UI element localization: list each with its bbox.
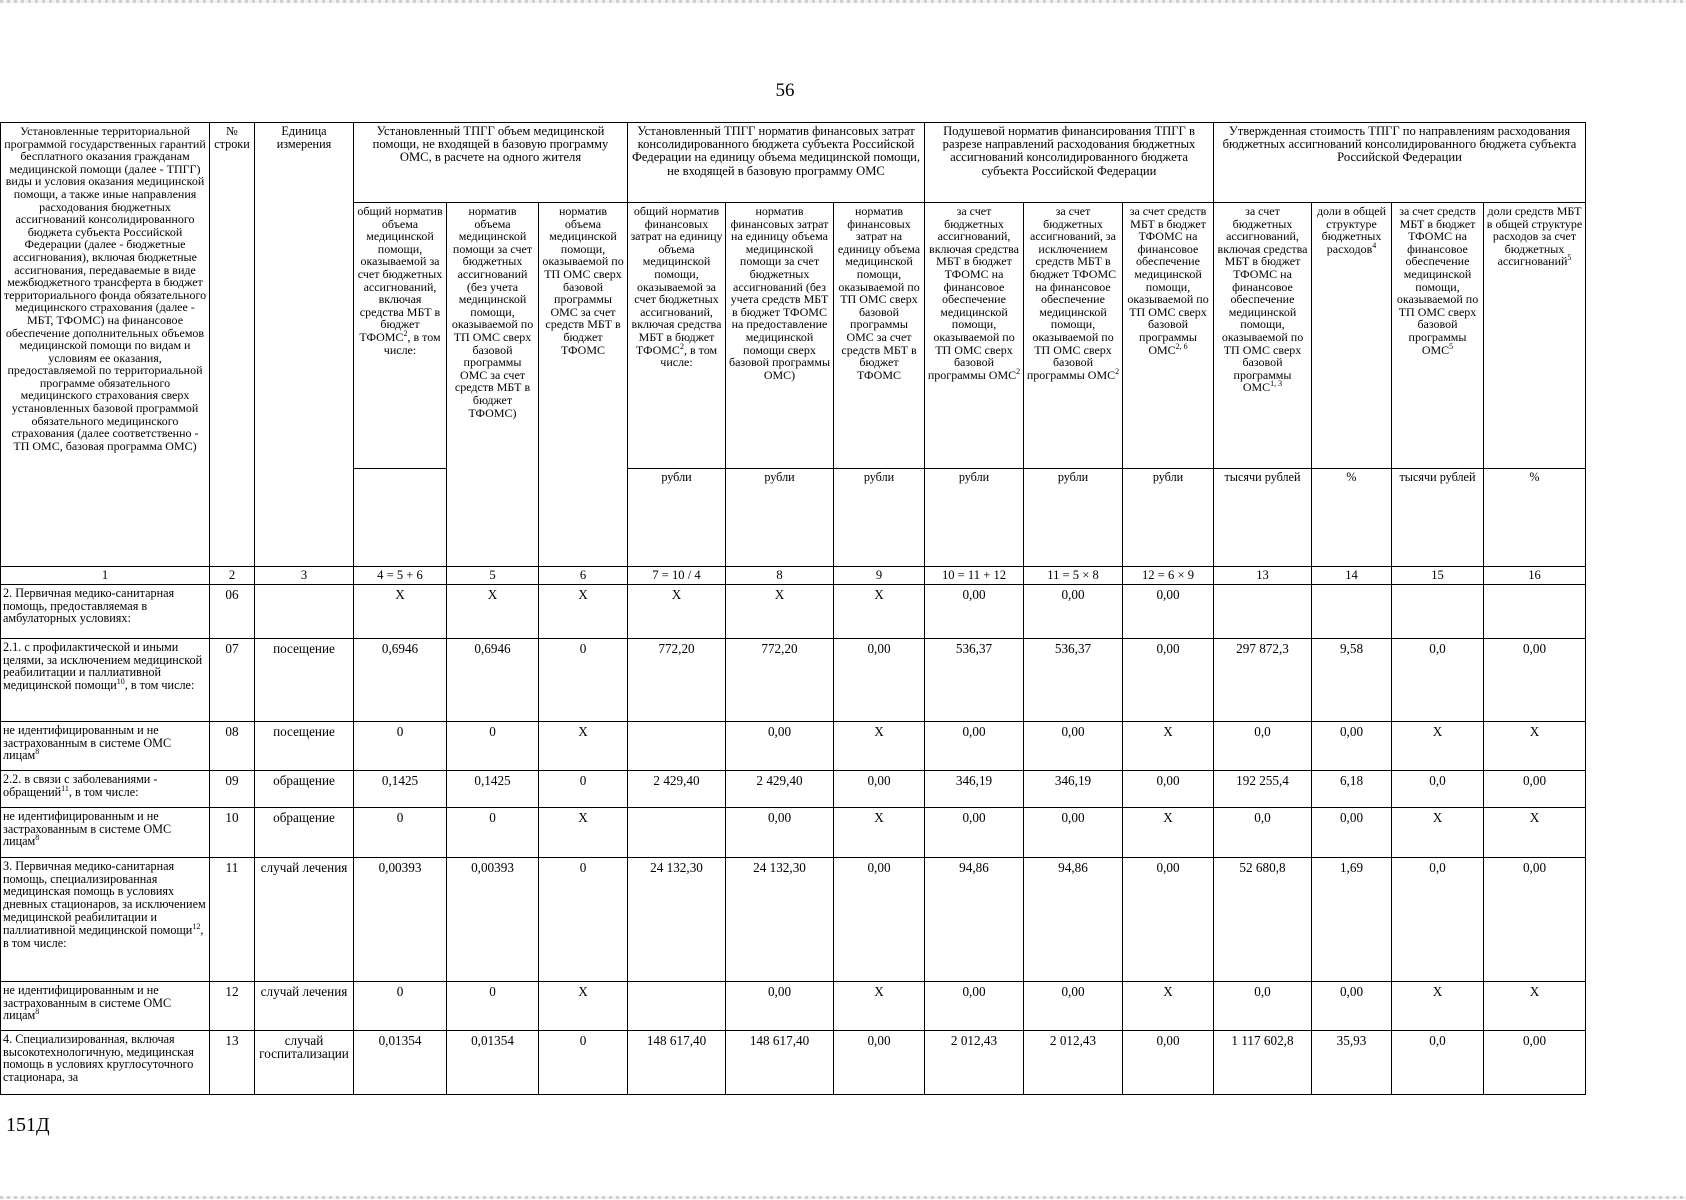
cell-c6: 0 — [539, 1030, 628, 1094]
cell-c4: 0,1425 — [354, 770, 447, 807]
row-unit: обращение — [255, 807, 354, 857]
cell-c5: 0 — [447, 721, 539, 770]
row-unit — [255, 584, 354, 638]
cell-c9: X — [834, 807, 925, 857]
header-c5: норматив объема медицинской помощи за счет бюджетных ассигнований (без учета медицинской помощи, оказываемой по ТП ОМС сверх базовой программы ОМС за счет средств МБТ в бюджет ТФОМС) — [447, 203, 539, 567]
cell-c7: X — [628, 584, 726, 638]
cell-c5: 0,01354 — [447, 1030, 539, 1094]
row-number: 13 — [210, 1030, 255, 1094]
cell-c5: 0,00393 — [447, 857, 539, 981]
column-number: 5 — [447, 567, 539, 585]
header-col2: № строки — [210, 123, 255, 567]
column-number: 14 — [1312, 567, 1392, 585]
cell-c4: 0,00393 — [354, 857, 447, 981]
cell-c6: 0 — [539, 638, 628, 721]
cell-c15: 0,0 — [1392, 857, 1484, 981]
column-number: 1 — [1, 567, 210, 585]
cell-c8: X — [726, 584, 834, 638]
header-group-volume: Установленный ТПГГ объем медицинской помощи, не входящей в базовую программу ОМС, в расчете на одного жителя — [354, 123, 628, 203]
cell-c12: 0,00 — [1123, 770, 1214, 807]
cell-c10: 0,00 — [925, 981, 1024, 1030]
cell-c9: X — [834, 584, 925, 638]
column-number: 12 = 6 × 9 — [1123, 567, 1214, 585]
column-number: 4 = 5 + 6 — [354, 567, 447, 585]
footer-document-code: 151Д — [6, 1114, 50, 1136]
header-col3: Единица измерения — [255, 123, 354, 567]
cell-c8: 772,20 — [726, 638, 834, 721]
unit-c15: тысячи рублей — [1392, 469, 1484, 567]
cell-c7: 2 429,40 — [628, 770, 726, 807]
unit-c11: рубли — [1024, 469, 1123, 567]
row-unit: случай лечения — [255, 857, 354, 981]
cell-c13: 192 255,4 — [1214, 770, 1312, 807]
cell-c6: X — [539, 584, 628, 638]
cell-c5: 0,1425 — [447, 770, 539, 807]
header-row-groups — [1, 123, 1586, 203]
column-number: 10 = 11 + 12 — [925, 567, 1024, 585]
column-number: 7 = 10 / 4 — [628, 567, 726, 585]
cell-c12: 0,00 — [1123, 584, 1214, 638]
row-label: не идентифицированным и не застрахованным в системе ОМС лицам$^8$ — [1, 807, 210, 857]
header-c16: доли средств МБТ в общей структуре расходов за счет бюджетных ассигнований$^5$ — [1484, 203, 1586, 469]
header-c4-continuation — [354, 469, 447, 567]
unit-c10: рубли — [925, 469, 1024, 567]
cell-c8: 2 429,40 — [726, 770, 834, 807]
cell-c9: 0,00 — [834, 1030, 925, 1094]
row-label: 4. Специализированная, включая высокотехнологичную, медицинская помощь в условиях круглосуточного стационара, за — [1, 1030, 210, 1094]
cell-c6: X — [539, 807, 628, 857]
column-number: 13 — [1214, 567, 1312, 585]
cell-c11: 0,00 — [1024, 584, 1123, 638]
cell-c11: 536,37 — [1024, 638, 1123, 721]
cell-c13: 0,0 — [1214, 807, 1312, 857]
table-row — [1, 770, 1586, 807]
cell-c5: 0 — [447, 807, 539, 857]
cell-c15: 0,0 — [1392, 1030, 1484, 1094]
cell-c10: 94,86 — [925, 857, 1024, 981]
unit-c12: рубли — [1123, 469, 1214, 567]
cell-c13: 0,0 — [1214, 721, 1312, 770]
cell-c6: X — [539, 981, 628, 1030]
row-number: 09 — [210, 770, 255, 807]
table-row — [1, 981, 1586, 1030]
row-label: не идентифицированным и не застрахованным в системе ОМС лицам$^8$ — [1, 981, 210, 1030]
cell-c14: 6,18 — [1312, 770, 1392, 807]
cell-c4: 0 — [354, 807, 447, 857]
cell-c7 — [628, 981, 726, 1030]
cell-c7: 772,20 — [628, 638, 726, 721]
cell-c15 — [1392, 584, 1484, 638]
cell-c9: X — [834, 721, 925, 770]
header-group-cost-norm: Установленный ТПГГ норматив финансовых затрат консолидированного бюджета субъекта Российской Федерации на единицу объема медицинской помощи, не входящей в базовую программу ОМС — [628, 123, 925, 203]
cell-c12: 0,00 — [1123, 638, 1214, 721]
cell-c13: 297 872,3 — [1214, 638, 1312, 721]
row-label: 2.2. в связи с заболеваниями - обращений$^{11}$, в том числе: — [1, 770, 210, 807]
cell-c12: 0,00 — [1123, 1030, 1214, 1094]
cell-c12: X — [1123, 981, 1214, 1030]
page-number: 56 — [775, 80, 795, 101]
header-c7: общий норматив финансовых затрат на единицу объема медицинской помощи, оказываемой за счет бюджетных ассигнований, включая средства МБТ в бюджет ТФОМС$^2$, в том числе: — [628, 203, 726, 469]
cell-c10: 536,37 — [925, 638, 1024, 721]
cell-c13: 52 680,8 — [1214, 857, 1312, 981]
cell-c14: 1,69 — [1312, 857, 1392, 981]
row-number: 06 — [210, 584, 255, 638]
cell-c6: X — [539, 721, 628, 770]
cell-c14: 0,00 — [1312, 981, 1392, 1030]
cell-c11: 2 012,43 — [1024, 1030, 1123, 1094]
cell-c10: 2 012,43 — [925, 1030, 1024, 1094]
column-number: 3 — [255, 567, 354, 585]
cell-c15: X — [1392, 721, 1484, 770]
table-row — [1, 1030, 1586, 1094]
cell-c11: 0,00 — [1024, 721, 1123, 770]
cell-c8: 0,00 — [726, 807, 834, 857]
column-number: 8 — [726, 567, 834, 585]
column-number: 2 — [210, 567, 255, 585]
cell-c16: X — [1484, 981, 1586, 1030]
cell-c14: 0,00 — [1312, 807, 1392, 857]
cell-c5: 0 — [447, 981, 539, 1030]
header-c9: норматив финансовых затрат на единицу объема медицинской помощи, оказываемой по ТП ОМС сверх базовой программы ОМС за счет средств МБТ в бюджет ТФОМС — [834, 203, 925, 469]
cell-c9: 0,00 — [834, 857, 925, 981]
column-numbers-row — [1, 567, 1586, 585]
cell-c11: 0,00 — [1024, 807, 1123, 857]
cell-c13: 0,0 — [1214, 981, 1312, 1030]
cell-c8: 0,00 — [726, 721, 834, 770]
cell-c15: 0,0 — [1392, 770, 1484, 807]
row-label: не идентифицированным и не застрахованным в системе ОМС лицам$^8$ — [1, 721, 210, 770]
header-c11: за счет бюджетных ассигнований, за исключением средств МБТ в бюджет ТФОМС на финансовое обеспечение медицинской помощи, оказываемой по ТП ОМС сверх базовой программы ОМС$^2$ — [1024, 203, 1123, 469]
cell-c8: 148 617,40 — [726, 1030, 834, 1094]
row-label: 2.1. с профилактической и иными целями, за исключением медицинской реабилитации и паллиативной медицинской помощи$^{10}$, в том числе: — [1, 638, 210, 721]
cell-c12: X — [1123, 721, 1214, 770]
row-number: 12 — [210, 981, 255, 1030]
cell-c6: 0 — [539, 857, 628, 981]
cell-c13 — [1214, 584, 1312, 638]
unit-c8: рубли — [726, 469, 834, 567]
cell-c13: 1 117 602,8 — [1214, 1030, 1312, 1094]
cell-c9: X — [834, 981, 925, 1030]
cell-c8: 0,00 — [726, 981, 834, 1030]
header-group-per-capita: Подушевой норматив финансирования ТПГГ в разрезе направлений расходования бюджетных ассигнований консолидированного бюджета субъекта Российской Федерации — [925, 123, 1214, 203]
cell-c4: 0 — [354, 981, 447, 1030]
cell-c15: X — [1392, 807, 1484, 857]
header-col1: Установленные территориальной программой государственных гарантий бесплатного оказания гражданам медицинской помощи (далее - ТПГГ) виды и условия оказания медицинской помощи, а также иные направления расходования бюджетных ассигнований консолидированного бюджета субъекта Российской Федерации (далее - бюджетные ассигнования), включая бюджетные ассигнования, передаваемые в виде межбюджетного трансферта в бюджет территориального фонда обязательного медицинского страхования (далее - МБТ, ТФОМС) на финансовое обеспечение дополнительных объемов медицинской помощи по видам и условиям ее оказания, предоставляемой по территориальной программе обязательного медицинского страхования сверх установленных базовой программой обязательного медицинского страхования (далее соответственно - ТП ОМС, базовая программа ОМС) — [1, 123, 210, 567]
cell-c11: 346,19 — [1024, 770, 1123, 807]
table-row — [1, 857, 1586, 981]
row-unit: случай госпитализации — [255, 1030, 354, 1094]
cell-c10: 346,19 — [925, 770, 1024, 807]
cell-c16: 0,00 — [1484, 1030, 1586, 1094]
row-number: 10 — [210, 807, 255, 857]
column-number: 9 — [834, 567, 925, 585]
cell-c4: 0,6946 — [354, 638, 447, 721]
cell-c5: 0,6946 — [447, 638, 539, 721]
header-c6: норматив объема медицинской помощи, оказываемой по ТП ОМС сверх базовой программы ОМС за счет средств МБТ в бюджет ТФОМС — [539, 203, 628, 567]
column-number: 16 — [1484, 567, 1586, 585]
cell-c8: 24 132,30 — [726, 857, 834, 981]
cell-c16: X — [1484, 721, 1586, 770]
cell-c14 — [1312, 584, 1392, 638]
table-row — [1, 584, 1586, 638]
cell-c16 — [1484, 584, 1586, 638]
table-row — [1, 807, 1586, 857]
row-number: 11 — [210, 857, 255, 981]
row-label: 2. Первичная медико-санитарная помощь, предоставляемая в амбулаторных условиях: — [1, 584, 210, 638]
row-number: 08 — [210, 721, 255, 770]
column-number: 15 — [1392, 567, 1484, 585]
header-group-approved-cost: Утвержденная стоимость ТПГГ по направлениям расходования бюджетных ассигнований консолидированного бюджета субъекта Российской Федерации — [1214, 123, 1586, 203]
row-unit: посещение — [255, 638, 354, 721]
unit-c16: % — [1484, 469, 1586, 567]
row-label: 3. Первичная медико-санитарная помощь, специализированная медицинская помощь в условиях дневных стационаров, за исключением медицинской реабилитации и паллиативной медицинской помощи$^{12}$, в том числе: — [1, 857, 210, 981]
header-c14: доли в общей структуре бюджетных расходов$^4$ — [1312, 203, 1392, 469]
budget-table — [0, 122, 1586, 1095]
scan-edge-top — [0, 0, 1686, 3]
header-c13: за счет бюджетных ассигнований, включая средства МБТ в бюджет ТФОМС на финансовое обеспечение медицинской помощи, оказываемой по ТП ОМС сверх базовой программы ОМС$^{1, 3}$ — [1214, 203, 1312, 469]
header-c12: за счет средств МБТ в бюджет ТФОМС на финансовое обеспечение медицинской помощи, оказываемой по ТП ОМС сверх базовой программы ОМС$^{2, 6}$ — [1123, 203, 1214, 469]
table-row — [1, 721, 1586, 770]
cell-c7: 148 617,40 — [628, 1030, 726, 1094]
cell-c12: 0,00 — [1123, 857, 1214, 981]
cell-c9: 0,00 — [834, 770, 925, 807]
column-number: 6 — [539, 567, 628, 585]
cell-c7: 24 132,30 — [628, 857, 726, 981]
row-unit: посещение — [255, 721, 354, 770]
unit-c14: % — [1312, 469, 1392, 567]
unit-c13: тысячи рублей — [1214, 469, 1312, 567]
cell-c6: 0 — [539, 770, 628, 807]
cell-c7 — [628, 721, 726, 770]
header-c8: норматив финансовых затрат на единицу объема медицинской помощи за счет бюджетных ассигнований (без учета средств МБТ в бюджет ТФОМС на предоставление медицинской помощи сверх базовой программы ОМС) — [726, 203, 834, 469]
cell-c10: 0,00 — [925, 721, 1024, 770]
cell-c14: 35,93 — [1312, 1030, 1392, 1094]
scan-edge-bottom — [0, 1196, 1686, 1199]
unit-c9: рубли — [834, 469, 925, 567]
unit-c7: рубли — [628, 469, 726, 567]
cell-c4: 0 — [354, 721, 447, 770]
cell-c15: X — [1392, 981, 1484, 1030]
cell-c11: 0,00 — [1024, 981, 1123, 1030]
header-c4: общий норматив объема медицинской помощи, оказываемой за счет бюджетных ассигнований, включая средства МБТ в бюджет ТФОМС$^2$, в том числе: — [354, 203, 447, 469]
header-c10: за счет бюджетных ассигнований, включая средства МБТ в бюджет ТФОМС на финансовое обеспечение медицинской помощи, оказываемой по ТП ОМС сверх базовой программы ОМС$^2$ — [925, 203, 1024, 469]
cell-c4: 0,01354 — [354, 1030, 447, 1094]
cell-c5: X — [447, 584, 539, 638]
cell-c7 — [628, 807, 726, 857]
cell-c10: 0,00 — [925, 807, 1024, 857]
cell-c16: 0,00 — [1484, 770, 1586, 807]
cell-c4: X — [354, 584, 447, 638]
cell-c16: X — [1484, 807, 1586, 857]
header-c15: за счет средств МБТ в бюджет ТФОМС на финансовое обеспечение медицинской помощи, оказываемой по ТП ОМС сверх базовой программы ОМС$^5$ — [1392, 203, 1484, 469]
cell-c10: 0,00 — [925, 584, 1024, 638]
cell-c9: 0,00 — [834, 638, 925, 721]
row-unit: обращение — [255, 770, 354, 807]
row-unit: случай лечения — [255, 981, 354, 1030]
cell-c16: 0,00 — [1484, 638, 1586, 721]
row-number: 07 — [210, 638, 255, 721]
cell-c12: X — [1123, 807, 1214, 857]
cell-c16: 0,00 — [1484, 857, 1586, 981]
cell-c14: 0,00 — [1312, 721, 1392, 770]
column-number: 11 = 5 × 8 — [1024, 567, 1123, 585]
cell-c11: 94,86 — [1024, 857, 1123, 981]
cell-c14: 9,58 — [1312, 638, 1392, 721]
table-row — [1, 638, 1586, 721]
cell-c15: 0,0 — [1392, 638, 1484, 721]
